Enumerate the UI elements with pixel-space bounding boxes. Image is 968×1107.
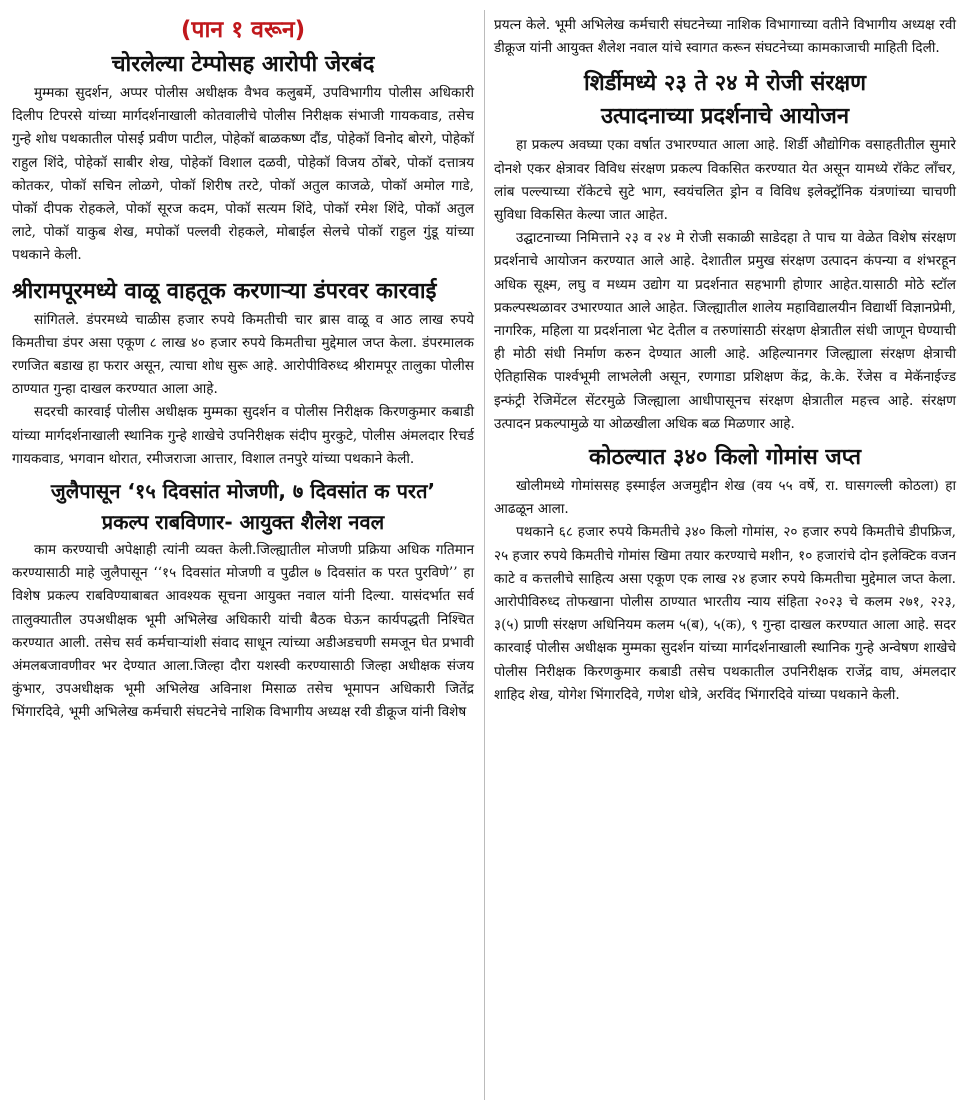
story-measurement-continued-paragraph: प्रयत्न केले. भूमी अभिलेख कर्मचारी संघटनेच्या नाशिक विभागाच्या वतीने विभागीय अध्यक्ष रवी डीक्रूज यांनी आयुक्त शैलेश नवाल यांचे स्वागत करून संघटनेच्या कामकाजाची माहिती दिली. xyxy=(494,17,956,57)
story-tempo-arrest-headline: चोरलेल्या टेम्पोसह आरोपी जेरबंद xyxy=(111,52,375,77)
story-shirdi-defence-headline: शिर्डीमध्ये २३ ते २४ मे रोजी संरक्षण xyxy=(584,71,866,97)
column-divider xyxy=(484,10,485,1100)
story-tempo-arrest-paragraph: मुम्मका सुदर्शन, अप्पर पोलीस अधीक्षक वैभव कलुबर्मे, उपविभागीय पोलीस अधिकारी दिलीप टिपरसे यांच्या मार्गदर्शनाखाली कोतवालीचे पोलीस निरीक्षक संभाजी गायकवाड, तसेच गुन्हे शोध पथकातील पोसई प्रवीण पाटील, पोहेकॉ बाळकष्ण दौंड, पोहेकॉ विनोद बोरगे, पोहेकॉ राहुल शिंदे, पोहेकॉ साबीर शेख, पोहेकॉ विशाल दळवी, पोहेकॉ विजय ठोंबरे, पोकॉ दत्तात्रय कोतकर, पोकॉ सचिन लोळगे, पोकॉ शिरीष तरटे, पोकॉ अतुल काजळे, पोकॉ अमोल गाडे, पोकॉ दीपक रोहकले, पोकॉ सूरज कदम, पोकॉ सत्यम शिंदे, पोकॉ रमेश शिंदे, पोकॉ अतुल लाटे, पोकॉ याकुब शेख, मपोकॉ पल्लवी रोहकले, मोबाईल सेलचे पोकॉ राहुल गुंडू यांच्या पथकाने केली. xyxy=(12,85,474,264)
story-kothla-paragraph: पथकाने ६८ हजार रुपये किमतीचे ३४० किलो गोमांस, २० हजार रुपये किमतीचे डीपफ्रिज, २५ हजार रुपये किमतीचे गोमांस खिमा तयार करण्याचे मशीन, १० हजारांचे दोन इलेक्टिक वजन काटे व कत्तलीचे साहित्य असा एकूण एक लाख २४ हजार रुपये किमतीचा मुद्देमाल जप्त केला. आरोपीविरुध्द तोफखाना पोलीस ठाण्यात भारतीय न्याय संहिता २०२३ चे कलम २७१, २२३, ३(५) प्राणी संरक्षण अधिनियम कलम ५(ब), ५(क), ९ गुन्हा दाखल करण्यात आला आहे. सदर कारवाई पोलीस अधीक्षक मुम्मका सुदर्शन यांच्या मार्गदर्शनाखाली स्थानिक गुन्हे अन्वेषण शाखेचे पोलीस निरीक्षक किरणकुमार कबाडी तसेच पथकातील उपनिरीक्षक राजेंद्र वाघ, अंमलदार शाहिद शेख, योगेश भिंगारदिवे, गणेश धोत्रे, अरविंद भिंगारदिवे यांच्या पथकाने केली. xyxy=(494,524,956,703)
story-shrirampur-paragraph: सांगितले. डंपरमध्ये चाळीस हजार रुपये किमतीची चार ब्रास वाळू व आठ लाख रुपये किमतीचा डंपर असा एकूण ८ लाख ४० हजार रुपये किमतीचा मुद्देमाल जप्त केला. डंपरमालक रणजित बडाख हा फरार असून, त्याचा शोध सुरू आहे. आरोपीविरुध्द श्रीरामपूर तालुका पोलीस ठाण्यात गुन्हा दाखल करण्यात आला आहे. xyxy=(12,311,474,398)
story-shrirampur-paragraph: सदरची कारवाई पोलीस अधीक्षक मुम्मका सुदर्शन व पोलीस निरीक्षक किरणकुमार कबाडी यांच्या मार्गदर्शनाखाली स्थानिक गुन्हे शाखेचे उपनिरीक्षक संदीप मुरकुटे, पोलीस अंमलदार रिचर्ड गायकवाड, भगवान थोरात, रमीजराजा आत्तार, विशाल तनपुरे यांच्या पथकाने केली. xyxy=(12,404,474,467)
story-measurement-subheadline: प्रकल्प राबविणार- आयुक्त शैलेश नवल xyxy=(101,510,385,535)
story-shrirampur-dumper-headline: श्रीरामपूरमध्ये वाळू वाहतूक करणाऱ्या डंपरवर कारवाई xyxy=(12,278,437,304)
right-column xyxy=(494,14,956,707)
story-shirdi-paragraph: हा प्रकल्प अवघ्या एका वर्षात उभारण्यात आला आहे. शिर्डी औद्योगिक वसाहतीतील सुमारे दोनशे एकर क्षेत्रावर विविध संरक्षण प्रकल्प विकसित करण्यात येत असून यामध्ये रॉकेट लाँचर, लांब पल्ल्याच्या रॉकेटचे सुटे भाग, स्वयंचलित ड्रोन व विविध इलेक्ट्रॉनिक यंत्रणांच्या चाचणी सुविधा विकसित केल्या जात आहेत. xyxy=(494,137,956,224)
story-kothla-beef-headline: कोठल्यात ३४० किलो गोमांस जप्त xyxy=(588,445,862,471)
continued-from-page-1: (पान १ वरून) xyxy=(180,17,306,43)
story-shirdi-paragraph: उद्घाटनाच्या निमित्ताने २३ व २४ मे रोजी सकाळी साडेदहा ते पाच या वेळेत विशेष संरक्षण प्रदर्शनाचे आयोजन करण्यात आले आहे. देशातील प्रमुख संरक्षण उत्पादन कंपन्या व शंभरहून अधिक सूक्ष्म, लघु व मध्यम उद्योग या प्रदर्शनात सहभागी होणार आहेत.यासाठी मोठे स्टॉल प्रकल्पस्थळावर उभारण्यात आले आहेत. जिल्ह्यातील शालेय महाविद्यालयीन विद्यार्थी विज्ञानप्रेमी, नागरिक, महिला या प्रदर्शनाला भेट देतील व तरुणांसाठी संरक्षण क्षेत्रातील संधी जाणून घेण्याची ही मोठी संधी निर्माण करुन देण्यात आली आहे. अहिल्यानगर जिल्ह्याला संरक्षण क्षेत्राची ऐतिहासिक पार्श्वभूमी लाभलेली असून, रणगाडा प्रशिक्षण केंद्र, के.के. रेंजेस व मेकॅनाईज्ड इन्फंट्री रेजिमेंटल सेंटरमुळे जिल्ह्याला आधीपासूनच संरक्षण क्षेत्रातील महत्त्व आहे. संरक्षण उत्पादन प्रकल्पामुळे या ओळखीला अधिक बळ मिळणार आहे. xyxy=(494,230,956,432)
story-kothla-paragraph: खोलीमध्ये गोमांससह इस्माईल अजमुद्दीन शेख (वय ५५ वर्षे, रा. घासगल्ली कोठला) हा आढळून आला. xyxy=(494,478,956,518)
story-measurement-paragraph: काम करण्याची अपेक्षाही त्यांनी व्यक्त केली.जिल्ह्यातील मोजणी प्रक्रिया अधिक गतिमान करण्यासाठी माहे जुलैपासून ‘‘१५ दिवसांत मोजणी व पुढील ७ दिवसांत क परत पुरविणे’’ हा विशेष प्रकल्प राबविण्याबाबत आवश्यक सूचना आयुक्त नवाल यांनी दिल्या. यासंदर्भात सर्व तालुक्यातील उपअधीक्षक भूमी अभिलेख अधिकारी यांची बैठक घेऊन कार्यपद्धती निश्चित करण्यात आली. तसेच सर्व कर्मचाऱ्यांशी संवाद साधून त्यांच्या अडीअडचणी समजून घेत प्रभावी अंमलबजावणीवर भर देण्यात आला.जिल्हा दौरा यशस्वी करण्यासाठी जिल्हा अधीक्षक संजय कुंभार, उपअधीक्षक भूमी अभिलेख अविनाश मिसाळ तसेच भूमापन अधिकारी जितेंद्र भिंगारदिवे, भूमी अभिलेख कर्मचारी संघटनेचे नाशिक विभागीय अध्यक्ष रवी डीक्रूज यांनी विशेष xyxy=(12,542,474,721)
story-shirdi-defence-subheadline: उत्पादनाच्या प्रदर्शनाचे आयोजन xyxy=(600,104,850,130)
story-measurement-headline: जुलैपासून ‘१५ दिवसांत मोजणी, ७ दिवसांत क परत’ xyxy=(50,479,436,504)
left-column xyxy=(12,14,474,725)
